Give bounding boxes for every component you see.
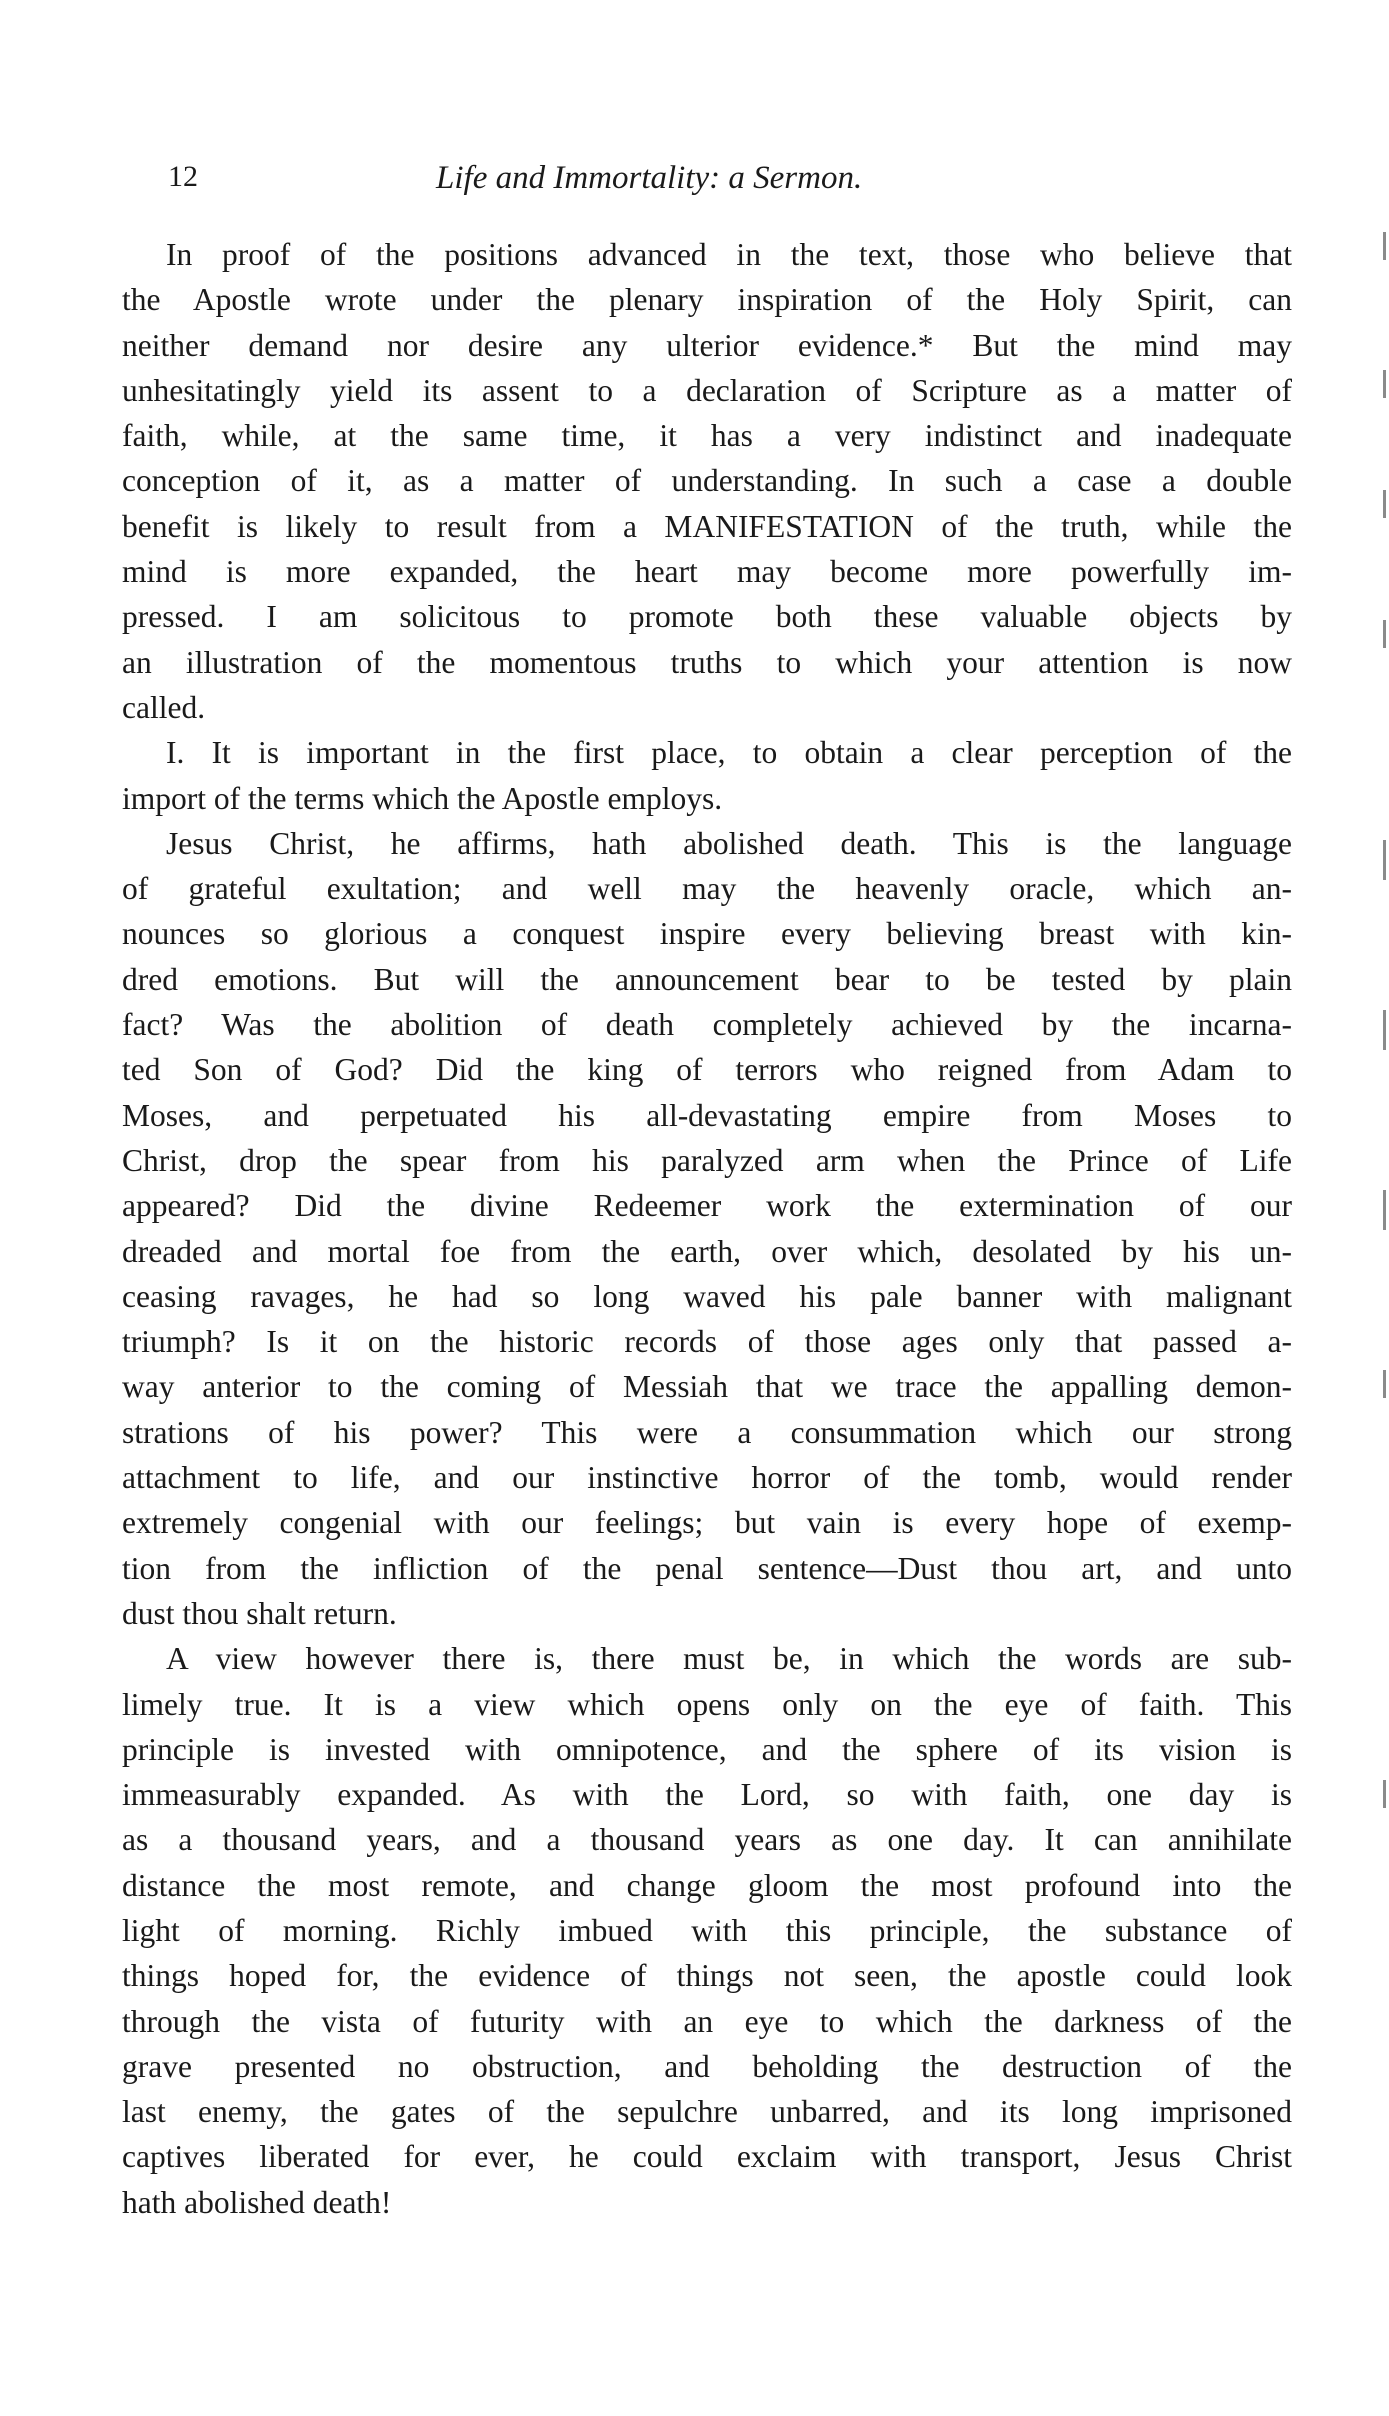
sermon-body [122,232,1292,2225]
text-line: as a thousand years, and a thousand years as one day. It can annihilate [122,1822,1292,1858]
text-line: dred emotions. But will the announcement bear to be tested by plain [122,961,1292,997]
text-line: called. [122,689,206,725]
scan-mark [1383,232,1386,260]
text-line: triumph? Is it on the historic records of those ages only that passed a- [122,1324,1292,1360]
text-line: benefit is likely to result from a MANIFESTATION of the truth, while the [122,508,1292,544]
paragraph-proof [122,232,1292,730]
scan-mark [1383,1370,1386,1398]
text-line: of grateful exultation; and well may the heavenly oracle, which an- [122,871,1292,907]
text-line: captives liberated for ever, he could exclaim with transport, Jesus Christ [122,2139,1292,2175]
running-title: Life and Immortality: a Sermon. [436,160,863,196]
text-line: way anterior to the coming of Messiah that we trace the appalling demon- [122,1369,1292,1405]
text-line: an illustration of the momentous truths to which your attention is now [122,644,1292,680]
text-line: dreaded and mortal foe from the earth, over which, desolated by his un- [122,1233,1292,1269]
scan-mark [1383,840,1386,880]
text-line: unhesitatingly yield its assent to a declaration of Scripture as a matter of [122,372,1292,408]
text-line: strations of his power? This were a consummation which our strong [122,1414,1292,1450]
text-line: things hoped for, the evidence of things not seen, the apostle could look [122,1958,1292,1994]
paragraph-view-of-faith [122,1636,1292,2225]
text-line: extremely congenial with our feelings; but vain is every hope of exemp- [122,1505,1292,1541]
text-line: A view however there is, there must be, in which the words are sub- [166,1641,1292,1677]
text-line: appeared? Did the divine Redeemer work the extermination of our [122,1188,1292,1224]
text-line: pressed. I am solicitous to promote both these valuable objects by [122,599,1292,635]
text-line: conception of it, as a matter of understanding. In such a case a double [122,463,1292,499]
scan-mark [1383,370,1386,398]
scan-mark [1383,1010,1386,1050]
text-line: Christ, drop the spear from his paralyzed arm when the Prince of Life [122,1142,1292,1178]
text-line: faith, while, at the same time, it has a very indistinct and inadequate [122,418,1292,454]
text-line: hath abolished death! [122,2184,392,2220]
text-line: mind is more expanded, the heart may become more powerfully im- [122,554,1292,590]
text-line: principle is invested with omnipotence, and the sphere of its vision is [122,1731,1292,1767]
text-line: dust thou shalt return. [122,1595,397,1631]
text-line: neither demand nor desire any ulterior evidence.* But the mind may [122,327,1292,363]
scan-mark [1383,1780,1386,1808]
text-line: tion from the infliction of the penal sentence—Dust thou art, and unto [122,1550,1292,1586]
text-line: In proof of the positions advanced in the text, those who believe that [166,237,1292,272]
text-line: Jesus Christ, he affirms, hath abolished death. This is the language [166,825,1292,861]
page-number: 12 [168,160,198,193]
text-line: distance the most remote, and change gloom the most profound into the [122,1867,1292,1903]
scan-mark [1383,490,1386,518]
text-line: through the vista of futurity with an eye to which the darkness of the [122,2003,1292,2039]
text-line: Moses, and perpetuated his all-devastating empire from Moses to [122,1097,1292,1133]
text-line: immeasurably expanded. As with the Lord, so with faith, one day is [122,1777,1292,1813]
text-line: I. It is important in the first place, to obtain a clear perception of the [166,735,1292,771]
running-head [168,160,1288,210]
text-line: ceasing ravages, he had so long waved his pale banner with malignant [122,1278,1292,1314]
scan-mark [1383,620,1386,648]
text-line: nounces so glorious a conquest inspire every believing breast with kin- [122,916,1292,952]
paragraph-abolished-death [122,821,1292,1636]
text-line: fact? Was the abolition of death completely achieved by the incarna- [122,1007,1292,1043]
scan-mark [1383,1190,1386,1230]
text-line: the Apostle wrote under the plenary inspiration of the Holy Spirit, can [122,282,1292,318]
text-line: light of morning. Richly imbued with this principle, the substance of [122,1912,1292,1948]
text-line: attachment to life, and our instinctive horror of the tomb, would render [122,1460,1292,1496]
text-line: limely true. It is a view which opens only on the eye of faith. This [122,1686,1292,1722]
paragraph-section-one [122,730,1292,821]
text-line: ted Son of God? Did the king of terrors who reigned from Adam to [122,1052,1292,1088]
text-line: import of the terms which the Apostle employs. [122,780,723,816]
text-line: last enemy, the gates of the sepulchre unbarred, and its long imprisoned [122,2094,1292,2130]
text-line: grave presented no obstruction, and beholding the destruction of the [122,2048,1292,2084]
